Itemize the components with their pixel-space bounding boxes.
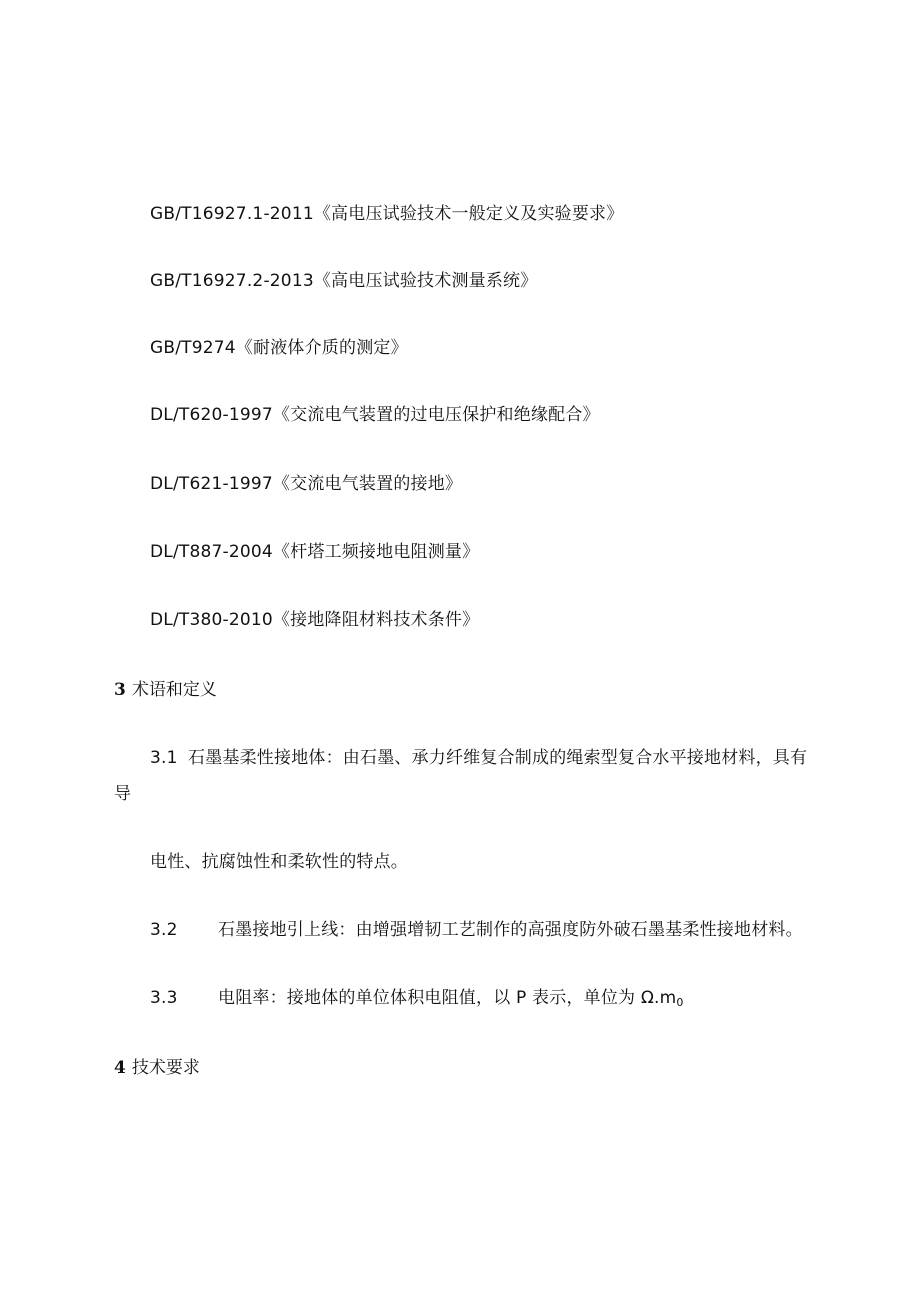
section-3-heading (114, 679, 217, 701)
section-4-heading (114, 1057, 200, 1079)
reference-item: DL/T621-1997《交流电气装置的接地》 (150, 474, 463, 494)
definition-number: 3.2 (150, 920, 178, 940)
definition-text: 石墨基柔性接地体：由石墨、承力纤维复合制成的绳索型复合水平接地材料，具有 (188, 748, 808, 768)
reference-item: GB/T16927.1-2011《高电压试验技术一般定义及实验要求》 (150, 204, 624, 224)
unit-subscript: 0 (676, 996, 684, 1009)
section-number: 3 (114, 680, 126, 700)
reference-item: GB/T16927.2-2013《高电压试验技术测量系统》 (150, 271, 538, 291)
section-number: 4 (114, 1058, 126, 1078)
definition-3-1 (150, 747, 807, 769)
definition-text: 电阻率：接地体的单位体积电阻值，以 P 表示，单位为 Ω.m (218, 988, 677, 1008)
reference-item: DL/T380-2010《接地降阻材料技术条件》 (150, 610, 480, 630)
reference-item: DL/T887-2004《杆塔工频接地电阻测量》 (150, 542, 480, 562)
definition-3-2 (150, 919, 803, 941)
reference-item: GB/T9274《耐液体介质的测定》 (150, 338, 408, 358)
definition-3-3 (150, 987, 684, 1014)
definition-3-1-continuation: 电性、抗腐蚀性和柔软性的特点。 (150, 852, 408, 872)
definition-number: 3.1 (150, 748, 178, 768)
section-title: 技术要求 (131, 1058, 200, 1078)
reference-item: DL/T620-1997《交流电气装置的过电压保护和绝缘配合》 (150, 405, 600, 425)
definition-number: 3.3 (150, 988, 178, 1008)
definition-text: 石墨接地引上线：由增强增韧工艺制作的高强度防外破石墨基柔性接地材料。 (218, 920, 803, 940)
definition-3-1-wrap: 导 (114, 784, 131, 804)
section-title: 术语和定义 (131, 680, 217, 700)
